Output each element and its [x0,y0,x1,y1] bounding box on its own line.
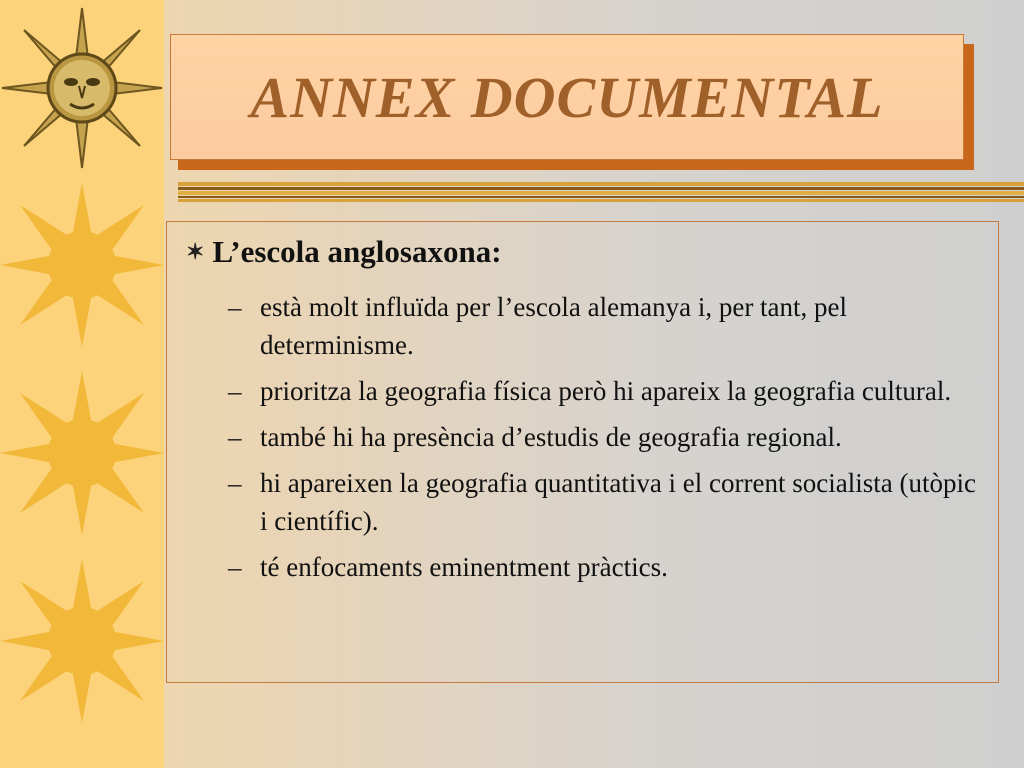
dash-marker: – [228,292,242,322]
sun-icon [0,556,164,726]
bullet-list [228,288,988,594]
list-item [228,464,988,540]
slide-title: ANNEX DOCUMENTAL [250,64,884,130]
list-item-text: prioritza la geografia física però hi apareix la geografia cultural. [260,376,952,406]
dash-marker: – [228,552,242,582]
title-box [170,34,964,160]
sidebar-decoration [0,0,164,768]
star-bullet-icon: ✶ [186,239,205,264]
sun-face-icon [0,4,164,172]
list-item [228,372,988,410]
heading-text: L’escola anglosaxona: [212,234,502,269]
list-item-text: té enfocaments eminentment pràctics. [260,552,668,582]
dash-marker: – [228,468,242,498]
list-item-text: també hi ha presència d’estudis de geografia regional. [260,422,842,452]
decorative-rule [178,182,1024,204]
list-item [228,548,988,586]
sun-icon [0,180,164,350]
list-item-text: hi apareixen la geografia quantitativa i el corrent socialista (utòpic i científic). [260,468,976,536]
sun-icon [0,368,164,538]
dash-marker: – [228,422,242,452]
list-item [228,418,988,456]
list-item [228,288,988,364]
section-heading [186,234,502,270]
list-item-text: està molt influïda per l’escola alemanya i, per tant, pel determinisme. [260,292,848,360]
dash-marker: – [228,376,242,406]
